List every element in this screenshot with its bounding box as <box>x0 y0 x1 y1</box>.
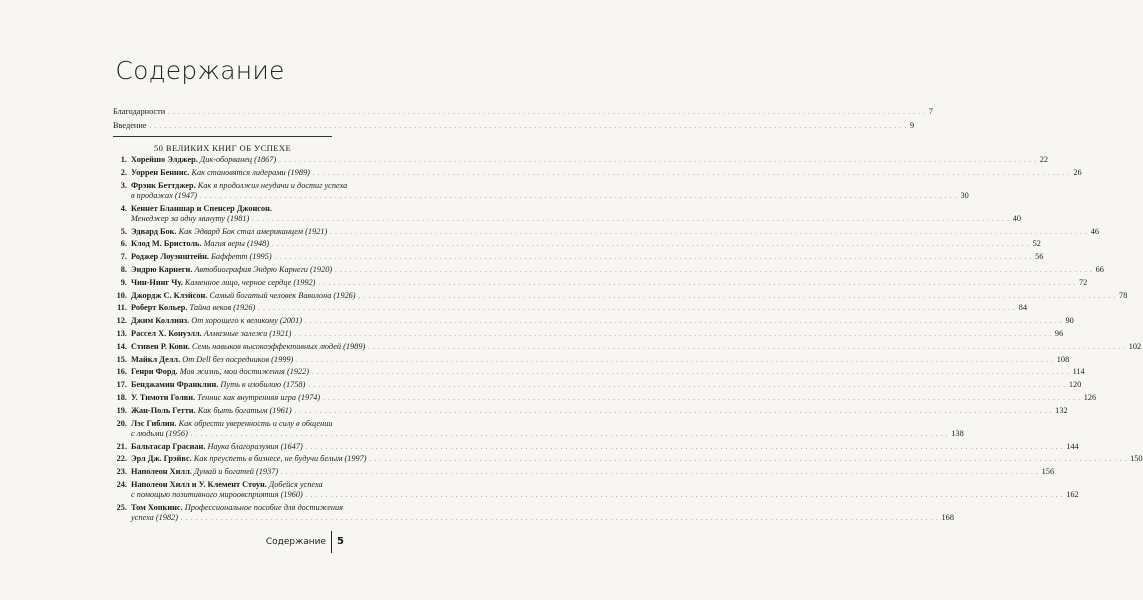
entry-body <box>131 418 964 440</box>
toc-entry[interactable] <box>113 341 1142 352</box>
entry-book-title: Тайна веков (1926) <box>187 303 256 313</box>
entry-author: Роджер Лоуэнштейн. <box>131 252 209 262</box>
entry-author: Кеннет Бланшар и Спенсер Джонсон. <box>131 203 272 213</box>
entry-page: 46 <box>1090 226 1100 236</box>
entry-text <box>131 239 269 249</box>
entry-body <box>131 467 1055 478</box>
toc-entry[interactable] <box>113 167 1082 178</box>
toc-entry[interactable] <box>113 180 969 201</box>
entry-page: 84 <box>1018 303 1028 313</box>
entry-text <box>131 429 188 439</box>
entry-author: Хорейшо Элджер. <box>131 155 198 164</box>
toc-entry[interactable] <box>113 380 1082 390</box>
entry-number: 10. <box>116 290 127 300</box>
entry-text <box>131 227 327 237</box>
entry-text <box>131 265 332 275</box>
entry-line <box>131 204 332 214</box>
entry-book-title: От хорошего к великому (2001) <box>189 316 302 326</box>
entry-book-title: Теннис как внутренняя игра (1974) <box>195 393 321 402</box>
entry-number: 13. <box>116 329 127 338</box>
entry-page: 126 <box>1083 393 1097 402</box>
footer-rule <box>331 531 332 553</box>
front-matter-label: Введение <box>113 121 147 130</box>
entry-author: Жан-Поль Гетти. <box>131 405 196 415</box>
entry-body <box>131 480 1079 501</box>
entry-page: 168 <box>941 513 954 523</box>
entry-author: Эрл Дж. Грэйвс. <box>131 454 192 464</box>
entry-text <box>131 480 323 490</box>
entry-book-title: Баффетт (1995) <box>208 252 272 262</box>
entry-book-title: Дик-оборванец (1867) <box>197 155 277 164</box>
entry-line <box>131 480 332 490</box>
entry-page: 90 <box>1065 316 1074 326</box>
toc-entry[interactable] <box>113 265 1104 275</box>
entry-number: 4. <box>120 203 127 213</box>
entry-line <box>131 265 1104 276</box>
entry-number: 5. <box>120 226 127 236</box>
toc-entry[interactable] <box>113 252 1044 262</box>
entry-line <box>131 277 1088 289</box>
entry-book-title: с помощью позитивного мироовсприятия (1960) <box>131 490 303 500</box>
entry-author: Лэс Гиблин. <box>131 418 177 428</box>
entry-book-title: Как становятся лидерами (1989) <box>189 167 310 177</box>
entry-number: 21. <box>116 441 127 451</box>
page-title: Содержание <box>115 56 285 85</box>
entry-text <box>131 406 292 416</box>
entry-line <box>131 167 1082 179</box>
entry-author: Эдвард Бок. <box>131 226 177 236</box>
entry-number: 23. <box>116 467 127 477</box>
entry-page: 30 <box>960 190 969 200</box>
entry-body <box>131 252 1044 263</box>
entry-text <box>131 214 249 224</box>
toc-entry[interactable] <box>113 203 1022 224</box>
dot-leader <box>252 215 1010 225</box>
section-heading: 50 ВЕЛИКИХ КНИГ ОБ УСПЕХЕ <box>153 143 292 153</box>
entry-number: 12. <box>116 316 127 326</box>
toc-entry[interactable] <box>113 290 1128 301</box>
toc-entry[interactable] <box>113 277 1088 288</box>
entry-line <box>131 213 1022 225</box>
entry-book-title: Каменное лицо, черное сердце (1992) <box>182 277 316 287</box>
dot-leader <box>294 330 1052 340</box>
dot-leader <box>258 304 1016 314</box>
entry-book-title: Наука благоразумия (1647) <box>205 441 303 451</box>
entry-book-title: Менеджер за одну минуту (1981) <box>131 213 250 223</box>
toc-entry[interactable] <box>113 239 1041 249</box>
dot-leader <box>335 266 1093 276</box>
entry-body <box>131 277 1088 289</box>
entry-line <box>131 239 1041 250</box>
entry-book-title: Магия веры (1948) <box>201 239 270 249</box>
dot-leader <box>313 169 1071 179</box>
entry-author: Рассел Х. Конуэлл. <box>131 329 202 338</box>
entry-text <box>131 329 291 339</box>
toc-entry[interactable] <box>113 467 1055 477</box>
entry-author: У. Тимоти Голви. <box>131 393 196 402</box>
entry-text <box>131 291 356 301</box>
toc-entry[interactable] <box>113 441 1079 452</box>
toc-entry[interactable] <box>113 155 1049 165</box>
entry-line <box>131 341 1142 353</box>
entry-body <box>131 393 1097 404</box>
entry-line <box>131 180 348 191</box>
entry-body <box>131 354 1070 366</box>
dot-leader <box>308 381 1066 391</box>
entry-page: 102 <box>1128 341 1142 351</box>
dot-leader <box>168 108 926 118</box>
entry-line <box>131 316 1074 327</box>
entry-body <box>131 503 954 524</box>
entry-line <box>131 441 1079 453</box>
entry-body <box>131 226 1100 238</box>
entry-line <box>131 303 1028 314</box>
entry-number: 1. <box>120 155 127 164</box>
entry-page: 108 <box>1056 354 1070 364</box>
entry-body <box>131 367 1085 378</box>
entry-book-title: Как обрести уверенность и силу в общении <box>176 418 333 428</box>
entry-page: 156 <box>1041 467 1055 477</box>
dot-leader <box>323 394 1081 404</box>
entry-page: 96 <box>1054 329 1064 338</box>
entry-book-title: с людьми (1956) <box>131 428 188 438</box>
entry-text <box>131 168 310 178</box>
dot-leader <box>306 491 1064 501</box>
entry-line <box>131 290 1128 302</box>
entry-page: 66 <box>1095 265 1104 274</box>
entry-number: 16. <box>116 367 127 377</box>
entry-page: 132 <box>1055 405 1068 415</box>
toc-entry[interactable] <box>113 405 1068 416</box>
entry-text <box>131 181 347 191</box>
dot-leader <box>275 253 1033 263</box>
entry-body <box>131 380 1082 391</box>
front-matter-row[interactable] <box>113 121 915 132</box>
dot-leader <box>296 356 1054 366</box>
entry-body <box>131 405 1068 417</box>
entry-book-title: в продажах (1947) <box>131 190 197 200</box>
front-matter-page: 7 <box>928 107 933 116</box>
entry-author: Эндрю Карнеги. <box>131 265 193 274</box>
toc-entry[interactable] <box>113 316 1074 326</box>
section-divider <box>113 136 332 137</box>
entry-text <box>131 513 178 523</box>
entry-book-title: Семь навыков высокоэффективных людей (1989) <box>189 341 366 351</box>
entry-book-title: Как преуспеть в бизнесе, не будучи белым (1997) <box>191 454 367 464</box>
entry-text <box>131 490 303 500</box>
entry-line <box>131 155 1049 166</box>
entry-text <box>131 204 272 214</box>
entry-number: 3. <box>120 180 127 190</box>
toc-entry[interactable] <box>113 503 954 523</box>
entry-page: 144 <box>1066 441 1079 451</box>
entry-body <box>131 329 1064 340</box>
page-number: 5 <box>337 536 344 547</box>
entry-text <box>131 503 343 513</box>
entry-page: 56 <box>1035 252 1044 262</box>
entry-number: 22. <box>116 454 127 464</box>
entry-book-title: Как Эдвард Бок стал американцем (1921) <box>176 226 328 236</box>
entry-author: Стивен Р. Кови. <box>131 341 190 351</box>
entry-page: 78 <box>1119 290 1128 300</box>
dot-leader <box>312 368 1070 378</box>
entry-book-title: Алмазные залежи (1921) <box>201 329 292 338</box>
entry-text <box>131 380 305 390</box>
entry-text <box>131 155 276 165</box>
entry-line <box>131 252 1044 263</box>
dot-leader <box>149 122 907 132</box>
entry-text <box>131 342 365 352</box>
dot-leader <box>305 317 1063 327</box>
entry-body <box>131 454 1143 465</box>
dot-leader <box>318 279 1076 289</box>
entry-number: 6. <box>120 239 127 249</box>
dot-leader <box>330 228 1088 238</box>
dot-leader <box>281 468 1039 478</box>
entry-line <box>131 454 1143 465</box>
entry-text <box>131 303 255 313</box>
entry-author: Клод М. Бристоль. <box>131 239 202 249</box>
entry-book-title: Самый богатый человек Вавилона (1926) <box>207 290 356 300</box>
entry-author: Генри Форд. <box>131 367 178 377</box>
entry-text <box>131 252 272 262</box>
entry-line <box>131 393 1097 404</box>
entry-author: Бенджамин Франклин. <box>131 380 219 390</box>
entry-book-title: Профессиональное пособие для достижения <box>182 503 344 512</box>
entry-line <box>131 354 1070 366</box>
entry-text <box>131 419 333 429</box>
entry-author: Уоррен Беннис. <box>131 167 190 177</box>
entry-body <box>131 316 1074 327</box>
dot-leader <box>295 407 1053 417</box>
entry-line <box>131 419 332 429</box>
toc-entry[interactable] <box>113 226 1100 237</box>
entry-line <box>131 367 1085 378</box>
dot-leader <box>181 514 939 524</box>
entry-number: 20. <box>116 418 127 428</box>
entry-author: Фрэнк Беттджер. <box>131 180 196 190</box>
entry-number: 18. <box>116 393 127 402</box>
entry-text <box>131 316 302 326</box>
entry-line <box>131 503 344 513</box>
front-matter-page: 9 <box>909 121 915 130</box>
entry-line <box>131 428 964 440</box>
entry-line <box>131 513 954 524</box>
toc-entry[interactable] <box>113 354 1070 365</box>
dot-leader <box>370 455 1128 465</box>
entry-text <box>131 278 315 288</box>
toc-entry[interactable] <box>113 393 1097 403</box>
entry-page: 162 <box>1066 490 1079 500</box>
entry-book-title: Думай и богатей (1937) <box>191 467 279 477</box>
entry-body <box>131 155 1049 166</box>
entry-text <box>131 467 278 477</box>
entry-body <box>131 180 969 202</box>
entry-page: 52 <box>1032 239 1041 249</box>
entry-book-title: Как быть богатым (1961) <box>195 405 292 415</box>
entry-book-title: Как я продолжил неудачи и достиг успеха <box>195 180 348 190</box>
toc-entry[interactable] <box>113 303 1028 313</box>
entry-number: 8. <box>120 265 127 274</box>
entry-book-title: От Dell без посредников (1999) <box>180 354 294 364</box>
entry-line <box>131 380 1082 391</box>
entry-page: 150 <box>1130 454 1143 464</box>
entry-number: 19. <box>116 405 127 415</box>
entry-number: 2. <box>120 167 127 177</box>
entry-line <box>131 490 1079 501</box>
entry-author: Наполеон Хилл. <box>131 467 192 477</box>
entry-author: Майкл Делл. <box>131 354 181 364</box>
entry-number: 25. <box>116 503 127 512</box>
entry-book-title: успеха (1982) <box>131 513 179 523</box>
entry-book-title: Автобиография Эндрю Карнеги (1920) <box>192 265 333 274</box>
entry-author: Том Хопкинс. <box>131 503 183 512</box>
entry-author: Бальтасар Грасиан. <box>131 441 206 451</box>
entry-author: Джим Коллинз. <box>131 316 190 326</box>
entry-body <box>131 239 1041 250</box>
entry-text <box>131 442 303 452</box>
running-footer-section: Содержание <box>265 537 326 547</box>
entry-text <box>131 355 293 365</box>
dot-leader <box>359 292 1117 302</box>
toc-entry[interactable] <box>113 418 964 439</box>
entry-number: 11. <box>117 303 127 313</box>
entry-author: Чин-Нинг Чу. <box>131 277 183 287</box>
dot-leader <box>200 192 958 202</box>
entry-page: 114 <box>1072 367 1085 377</box>
entry-number: 15. <box>116 354 127 364</box>
entry-number: 9. <box>120 277 127 287</box>
entry-body <box>131 203 1022 225</box>
entry-page: 72 <box>1078 277 1088 287</box>
entry-body <box>131 303 1028 314</box>
front-matter-label: Благодарности <box>113 107 166 116</box>
toc-entry[interactable] <box>113 329 1064 339</box>
entry-author: Наполеон Хилл и У. Клемент Стоун. <box>131 480 267 489</box>
entry-body <box>131 265 1104 276</box>
entry-body <box>131 290 1128 302</box>
entry-number: 24. <box>116 480 127 489</box>
entry-number: 7. <box>120 252 127 262</box>
entry-body <box>131 341 1142 353</box>
entry-number: 17. <box>116 380 127 390</box>
entry-line <box>131 467 1055 478</box>
entry-book-title: Добейся успеха <box>266 480 323 489</box>
entry-line <box>131 226 1100 238</box>
entry-page: 40 <box>1012 213 1022 223</box>
entry-number: 14. <box>116 341 127 351</box>
toc-entry[interactable] <box>113 480 1079 500</box>
toc-entry[interactable] <box>113 367 1085 377</box>
toc-entry[interactable] <box>113 454 1143 464</box>
entry-text <box>131 454 367 464</box>
entry-page: 26 <box>1073 167 1082 177</box>
entry-line <box>131 405 1068 417</box>
entry-author: Джордж С. Клэйсон. <box>131 290 208 300</box>
entry-body <box>131 167 1082 179</box>
entry-book-title: Моя жизнь, мои достижения (1922) <box>177 367 310 377</box>
entry-text <box>131 367 309 377</box>
front-matter-row[interactable] <box>113 107 933 118</box>
entry-page: 138 <box>951 428 964 438</box>
entry-page: 120 <box>1068 380 1082 390</box>
dot-leader <box>272 240 1030 250</box>
dot-leader <box>368 343 1126 353</box>
entry-text <box>131 393 320 403</box>
entry-text <box>131 191 197 201</box>
dot-leader <box>279 156 1037 166</box>
dot-leader <box>306 443 1064 453</box>
entry-book-title: Путь к изобилию (1758) <box>218 380 306 390</box>
entry-line <box>131 190 969 202</box>
entry-page: 22 <box>1039 155 1049 164</box>
entry-body <box>131 441 1079 453</box>
entry-author: Роберт Кольер. <box>131 303 188 313</box>
dot-leader <box>191 430 949 440</box>
entry-line <box>131 329 1064 340</box>
